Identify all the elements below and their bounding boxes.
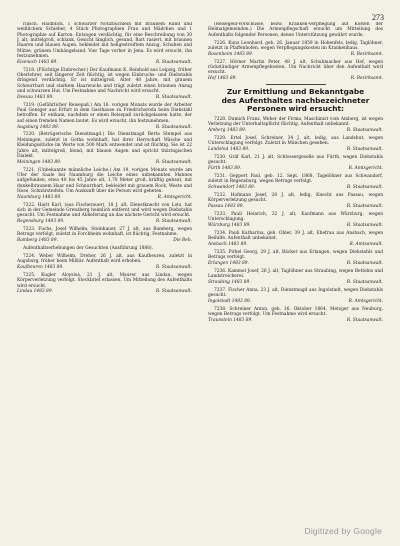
notice-authority: R. Staatsanwalt.: [155, 124, 192, 130]
notice-entry: [208, 117, 383, 133]
notice-reference: Dessau 1483 89.: [17, 94, 54, 100]
section-heading-line-1: Zur Ermittlung und Bekanntgabe: [226, 87, 365, 97]
notice-reference: Würzburg 1483 89.: [208, 223, 251, 229]
notice-entry: [208, 212, 383, 228]
notice-entry: [17, 22, 192, 65]
notice-reference: Erlangen 1483 89.: [208, 261, 249, 267]
notice-reference: Naumburg 1483 89.: [17, 194, 62, 200]
digitization-watermark: Digitized by Google: [304, 526, 382, 536]
notice-entry: [208, 60, 383, 82]
notice-text: 7225. Kugler Aloysius, 21 J. alt, Maurer aus Lindau, wegen Körperverletzung verfolgt. Steckbrief erlassen. Um Mitteilung des Aufenthalts wird ersucht.: [17, 272, 192, 289]
notice-authority: R. Staatsanwalt.: [346, 147, 383, 152]
notice-text: 7227. Hörner Martin Peter, 48 J. alt, Schuhmacher aus Hof, wegen rückständiger Armenpflegekosten. Um Nachricht über den Aufenthalt wird ersucht.: [208, 59, 383, 76]
notice-text: 7233. Pauli Heinrich, 32 J. alt, Kaufmann aus Würzburg, wegen Unterschlagung.: [208, 211, 383, 223]
notice-reference: Landshut 1483 89.: [208, 147, 250, 152]
notice-reference: Regensburg 1483 89.: [17, 219, 65, 224]
notice-footer: [208, 147, 383, 152]
notice-text: 7230. Gräf Karl, 21 J. alt, Schlossergeselle aus Fürth, wegen Diebstahls gesucht.: [208, 154, 383, 166]
section-heading: [208, 88, 383, 114]
notice-reference: Amberg 1483 89.: [208, 127, 247, 133]
notice-text: 7234. Pauli Katharina, geb. Ohler, 39 J. alt, Ehefrau aus Ansbach, wegen Beihilfe. Aufenthalt unbekannt.: [208, 231, 383, 242]
notice-reference: Kaufbeuren 1483 89.: [17, 264, 64, 270]
notice-authority: R. Bezirksamt.: [350, 51, 383, 57]
notice-reference: Ingolstadt 1483 89.: [208, 299, 252, 305]
notice-entry: [208, 269, 383, 285]
notice-footer: [208, 166, 383, 171]
notice-authority: R. Staatsanwalt.: [155, 289, 192, 295]
notice-reference: Schwandorf 1483 89.: [208, 185, 256, 191]
notice-authority: R. Staatsanwalt.: [346, 204, 383, 210]
notice-entry: [17, 68, 192, 100]
notice-text: 7231. Geppert Paul, geb. 12. Sept. 1868, Tagelöhner aus Schwandorf, zuletzt in Regensburg, wegen Betrugs verfolgt.: [208, 173, 383, 185]
notice-footer: [17, 195, 192, 200]
notice-text: 7223. Fuchs, Josef Wilhelm, Steinhauer, 27 J. alt, aus Bamberg, wegen Betrugs verfolgt, zuletzt in Forchheim wohnhaft, ist flüchtig. Festnahme.: [17, 226, 192, 238]
notice-footer: [208, 280, 383, 285]
notice-entry: [17, 132, 192, 164]
notice-footer: [208, 299, 383, 304]
notice-text: 7226. Kunz Leonhard, geb. 26. Januar 1859 in Hohenfels, ledig, Taglöhner, zuletzt in Pfaffenhofen, wegen Verpflegungskosten im Krankenhaus.: [208, 40, 383, 51]
notice-entry: [17, 273, 192, 295]
notice-footer: [208, 185, 383, 190]
notice-text: 7219. (Gefährlicher Reisepaß.) Am 16. vorigen Monats wurde der Arbeiter Paul Gonsger aus Erfurt in dem Gasthause zu Friedrichsroda beim Diebstahl betroffen. Er entkam, nachdem er einen Reisepaß zurückgelassen hatte, der auf einen fremden Namen lautet. Es wird ersucht, ihn festzunehmen.: [17, 102, 192, 124]
notice-entry: [208, 193, 383, 209]
right-column: [208, 22, 383, 522]
notice-reference: Straubing 1483 89.: [208, 280, 251, 286]
notice-entry: [17, 246, 192, 251]
notice-authority: R. Amtsanwalt.: [349, 242, 383, 248]
right-column-entries: [208, 117, 383, 324]
notice-entry: [208, 288, 383, 304]
notice-footer: [208, 242, 383, 247]
notice-footer: [208, 223, 383, 228]
notice-reference: Hof 1483 89.: [208, 76, 237, 82]
notice-text: 7237. Fischer Anna, 23 J. alt, Dienstmagd aus Ingolstadt, wegen Diebstahls gesucht.: [208, 288, 383, 299]
notice-text: rinsch. Haidblick, 1 schwarzer Notizbüchlein mit braunem Rand und weißlichem Schieber, 4 Stück Photographien Frau und Mädchen und 1 Photographie auf Karton. Entzogen verdächtig, für eine Beschreibung von 30 J. alt, mittelgroß, schlank, Gesicht länglich, gesund, Bart rasiert, mit braunen Haaren und blauen Augen, bekleidet mit hellgestreiftem Anzug, Schuhen und Mütze, grünem Umhängeband. Vier Tage vorher in Jena. Es wird ersucht, ihn festzunehmen.: [17, 22, 192, 60]
notice-footer: [17, 265, 192, 270]
notice-authority: R. Staatsanwalt.: [155, 59, 192, 65]
notice-authority: R. Staatsanwalt.: [155, 264, 192, 270]
notice-authority: R. Amtsgericht.: [348, 166, 383, 172]
notice-authority: R. Staatsanwalt.: [346, 127, 383, 133]
notice-footer: [17, 95, 192, 100]
notice-entry: [208, 155, 383, 171]
notice-footer: [208, 128, 383, 133]
notice-text: 7221. (Unbekannte männliche Leiche.) Am 19. vorigen Monats wurde am Ufer der Saale bei Naumburg die Leiche eines unbekannten Mannes aufgefunden, etwa 40 bis 45 Jahre alt, 1,70 Meter groß, kräftig gebaut, mit dunkelbraunem Haar und Schnurrbart, bekleidet mit grauem Rock, Weste und Hose, Schnürstiefeln. Um Auskunft über die Person wird gebeten.: [17, 167, 192, 194]
notice-entry: [17, 203, 192, 225]
notice-entry: [208, 307, 383, 323]
notice-text: 7229. Ertel Josef, Schreiner, 34 J. alt, ledig, aus Landshut, wegen Unterschlagung verfolgt. Zuletzt in München gesehen.: [208, 135, 383, 147]
notice-reference: Fürth 1483 89.: [208, 166, 242, 172]
notice-text: Aufenthaltserhebungen der Gesuchten (Ausführung 1888).: [23, 245, 153, 251]
notice-footer: [208, 318, 383, 323]
notice-reference: Augsburg 1483 89.: [17, 124, 60, 130]
notice-authority: R. Staatsanwalt.: [346, 280, 383, 286]
notice-reference: Lindau 1483 89.: [17, 289, 53, 295]
notice-text: 7238. Schreiner Anton, geb. 16. Oktober 1864, Metzger aus Neuburg, wegen Betrugs verfolgt. Um Festnahme wird ersucht.: [208, 307, 383, 318]
notice-authority: R. Staatsanwalt.: [346, 185, 383, 191]
notice-entry: [17, 254, 192, 270]
notice-entry: [208, 136, 383, 152]
notice-reference: Bamberg 1483 89.: [17, 238, 58, 244]
notice-entry: [17, 168, 192, 200]
notice-text: 7218. (Flüchtige Einbrecher.) Der Kaufmann K. Reinhold aus Leipzig, früher Oberlehrer, seit längerer Zeit flüchtig, ist wegen Einbruchs- und Diebstahls dringend verdächtig. Er ist mittelgroß, Alter 48 Jahre, mit grauem Schnurrbart und starkem Haarwuchs und trägt zuletzt einen braunen Anzug und schwarzen Hut. Um Festnahme und Nachricht wird ersucht.: [17, 67, 192, 95]
notice-footer: [17, 125, 192, 130]
section-heading-line-2: des Aufenthaltes nachbezeichneter Personen wird ersucht:: [221, 95, 370, 114]
left-column: [17, 22, 192, 532]
notice-reference: Ansbach 1483 89.: [208, 242, 248, 248]
notice-footer: [17, 219, 192, 224]
notice-footer: [208, 261, 383, 266]
notice-authority: R. Bezirksamt.: [350, 76, 383, 82]
right-column-top-entries: [208, 22, 383, 81]
notice-text: 7235. Pirkel Georg, 29 J. alt, Bäcker aus Erlangen, wegen Diebstahls und Betrugs verfolgt.: [208, 250, 383, 261]
notice-reference: Passau 1483 89.: [208, 204, 244, 210]
notice-text: 7224. Weber Wilhelm, Dreher, 26 J. alt, aus Kaufbeuren, zuletzt in Augsburg, früher beim Militär. Aufenthalt wird erhoben.: [17, 253, 192, 265]
notice-footer: [17, 238, 192, 243]
notice-entry: [17, 227, 192, 243]
notice-authority: R. Amtsgericht.: [348, 299, 383, 305]
notice-authority: R. Staatsanwalt.: [346, 318, 383, 324]
notice-footer: [17, 60, 192, 65]
notice-footer: [17, 160, 192, 165]
notice-entry: [208, 231, 383, 247]
notice-text: 7220. (Betrügerische Dienstmagd.) Die Dienstmagd Berta Stempel aus Meiningen, zuletzt in Gotha wohnhaft, hat ihrer Herrschaft Wäsche und Kleidungsstücke im Werte von 500 Mark entwendet und ist flüchtig. Sie ist 22 Jahre alt, mittelgroß, blond, mit blauen Augen und spricht thüringischen Dialekt.: [17, 132, 192, 159]
notice-authority: R. Staatsanwalt.: [155, 94, 192, 100]
notice-text: (Reisegeld-Vorschüsse, bezw. Kranken-Verpflegung auf Kosten der Heimatgemeinden.) Die Armenpflegschaft ersucht um Mitteilung des Aufenthalts folgender Personen, denen Unterstützung gewährt wurde.: [208, 22, 383, 38]
page-number: 273: [372, 13, 384, 22]
notice-authority: R. Amtsgericht.: [157, 194, 192, 200]
notice-text: 7222. Harit Karl, (aus Fischerauer), 18 J. alt, Dienstknecht von Lotz, hat sich in der Gemeinde Grenzberg heimlich entfernt und wird wegen Diebstahls gesucht. Um Festnahme und Ablieferung an das nächste Gericht wird ersucht.: [17, 202, 192, 219]
notice-reference: Eisenach 1483 89.: [17, 59, 58, 65]
notice-text: 7232. Hofmann Josef, 28 J. alt, ledig, Knecht aus Passau, wegen Körperverletzung gesucht.: [208, 192, 383, 204]
notice-entry: [208, 22, 383, 38]
notice-text: 7236. Kammel Josef, 26 J. alt, Taglöhner aus Straubing, wegen Bettelns und Landstreicherei.: [208, 269, 383, 280]
notice-entry: [208, 41, 383, 57]
notice-reference: Traunstein 1483 89.: [208, 318, 253, 324]
notice-authority: R. Staatsanwalt.: [155, 159, 192, 165]
notice-authority: R. Staatsanwalt.: [346, 223, 383, 229]
notice-authority: R. Staatsanwalt.: [346, 261, 383, 267]
notice-footer: [208, 204, 383, 209]
section-divider: [266, 84, 326, 85]
notice-entry: [208, 250, 383, 266]
notice-authority: Die Beh.: [173, 238, 192, 244]
notice-authority: R. Staatsanwalt.: [155, 219, 192, 224]
notice-footer: [208, 52, 383, 57]
notice-text: 7228. Dumich Franz, Weber der Firma, Maschinist vom Amberg, ist wegen Verletzung der Unterhaltspflicht flüchtig. Aufenthalt unbekannt.: [208, 116, 383, 128]
notice-reference: Rosenheim 1483 89.: [208, 51, 254, 57]
notice-reference: Meiningen 1483 89.: [17, 159, 62, 165]
notice-footer: [208, 76, 383, 81]
notice-footer: [17, 289, 192, 294]
notice-entry: [208, 174, 383, 190]
notice-entry: [17, 103, 192, 130]
